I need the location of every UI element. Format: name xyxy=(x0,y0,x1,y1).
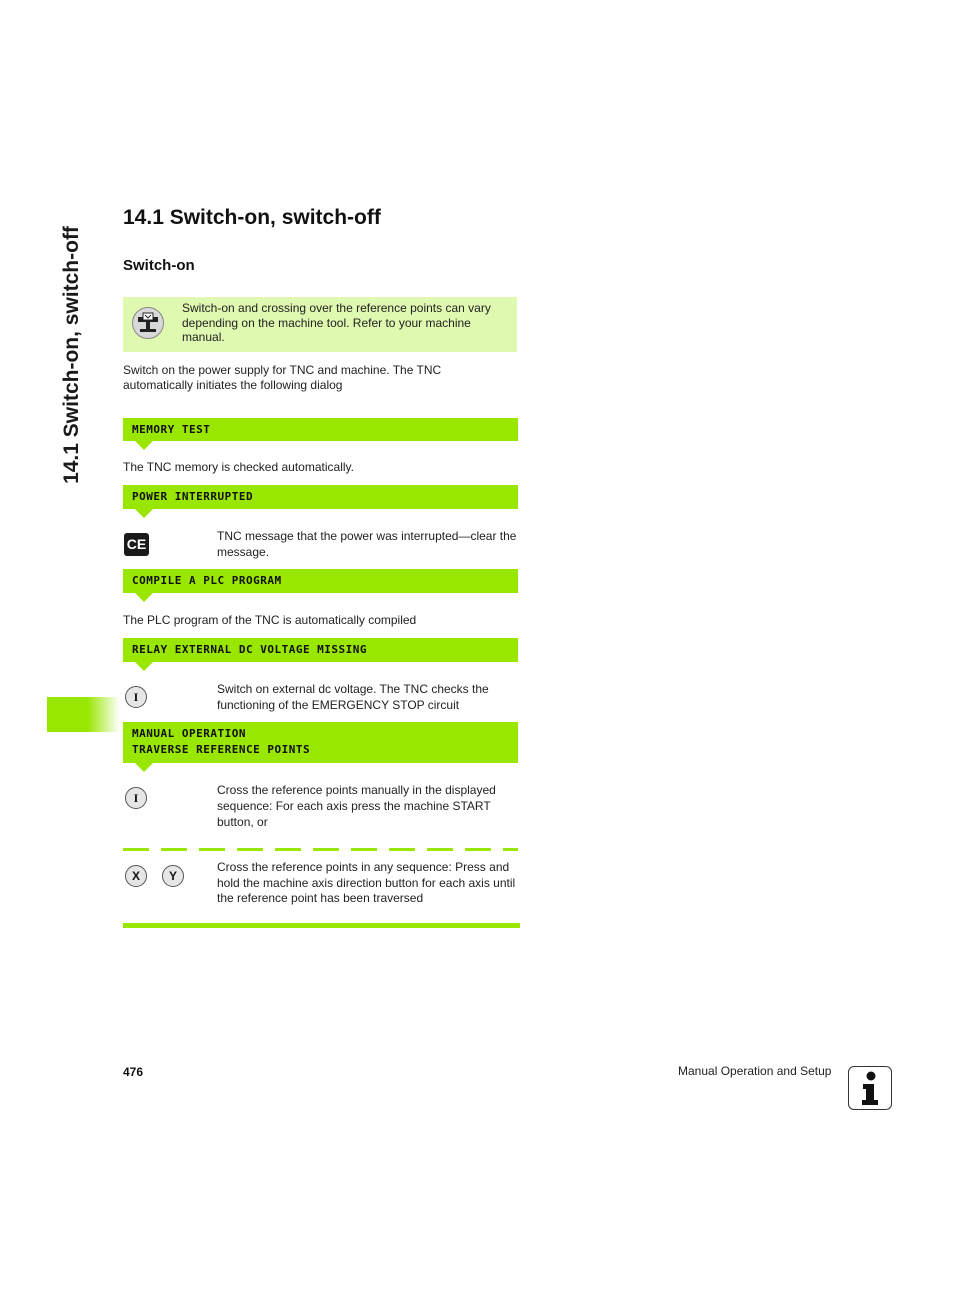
machine-manual-icon xyxy=(132,307,164,339)
relay-missing-text: Switch on external dc voltage. The TNC checks the functioning of the EMERGENCY STOP circuit xyxy=(217,682,489,712)
power-interrupted-text: TNC message that the power was interrupted—clear the message. xyxy=(217,529,517,559)
ce-key-icon: CE xyxy=(124,533,149,556)
machine-start-key-icon: I xyxy=(125,787,147,809)
compile-plc-text: The PLC program of the TNC is automatically compiled xyxy=(123,613,417,627)
y-axis-key-icon: Y xyxy=(162,865,184,887)
machine-note-box xyxy=(123,297,517,352)
x-axis-key-icon: X xyxy=(125,865,147,887)
page-title: 14.1 Switch-on, switch-off xyxy=(123,206,381,229)
dialog-manual-operation-line1: MANUAL OPERATION xyxy=(132,727,246,740)
intro-text: Switch on the power supply for TNC and machine. The TNC automatically initiates the following dialog xyxy=(123,363,442,392)
manual-option1-text: Cross the reference points manually in the displayed sequence: For each axis press the machine START button, or xyxy=(217,783,496,829)
dialog-arrow xyxy=(135,509,153,518)
dialog-power-interrupted xyxy=(123,485,518,509)
machine-manual-icon-graphic xyxy=(133,308,163,338)
info-icon xyxy=(848,1066,892,1110)
dialog-power-interrupted-label: POWER INTERRUPTED xyxy=(132,490,254,503)
dialog-memory-test xyxy=(123,418,518,441)
memory-test-text: The TNC memory is checked automatically. xyxy=(123,460,354,474)
dialog-compile-plc xyxy=(123,569,518,593)
dialog-arrow xyxy=(135,593,153,602)
side-tab-title: 14.1 Switch-on, switch-off xyxy=(60,226,83,484)
dialog-arrow xyxy=(135,763,153,772)
dialog-manual-operation-line2: TRAVERSE REFERENCE POINTS xyxy=(132,743,311,756)
info-icon-graphic xyxy=(849,1067,891,1109)
dialog-arrow xyxy=(135,662,153,671)
page-number: 476 xyxy=(123,1065,144,1079)
dialog-relay-missing-label: RELAY EXTERNAL DC VOLTAGE MISSING xyxy=(132,643,368,656)
machine-start-key-icon: I xyxy=(125,686,147,708)
dialog-manual-operation xyxy=(123,722,518,763)
dialog-compile-plc-label: COMPILE A PLC PROGRAM xyxy=(132,574,282,587)
note-text: Switch-on and crossing over the reference points can vary depending on the machine tool. Refer to your machine manual. xyxy=(182,301,491,344)
manual-option2-text: Cross the reference points in any sequence: Press and hold the machine axis direction button for each axis until the reference point has been traversed xyxy=(217,860,516,905)
option-separator xyxy=(123,848,518,851)
section-heading: Switch-on xyxy=(123,257,195,274)
side-tab-marker xyxy=(47,697,120,732)
dialog-relay-missing xyxy=(123,638,518,662)
dialog-arrow xyxy=(135,441,153,450)
footer-section-title: Manual Operation and Setup xyxy=(678,1064,832,1078)
dialog-memory-test-label: MEMORY TEST xyxy=(132,423,211,436)
section-end-bar xyxy=(123,923,520,928)
